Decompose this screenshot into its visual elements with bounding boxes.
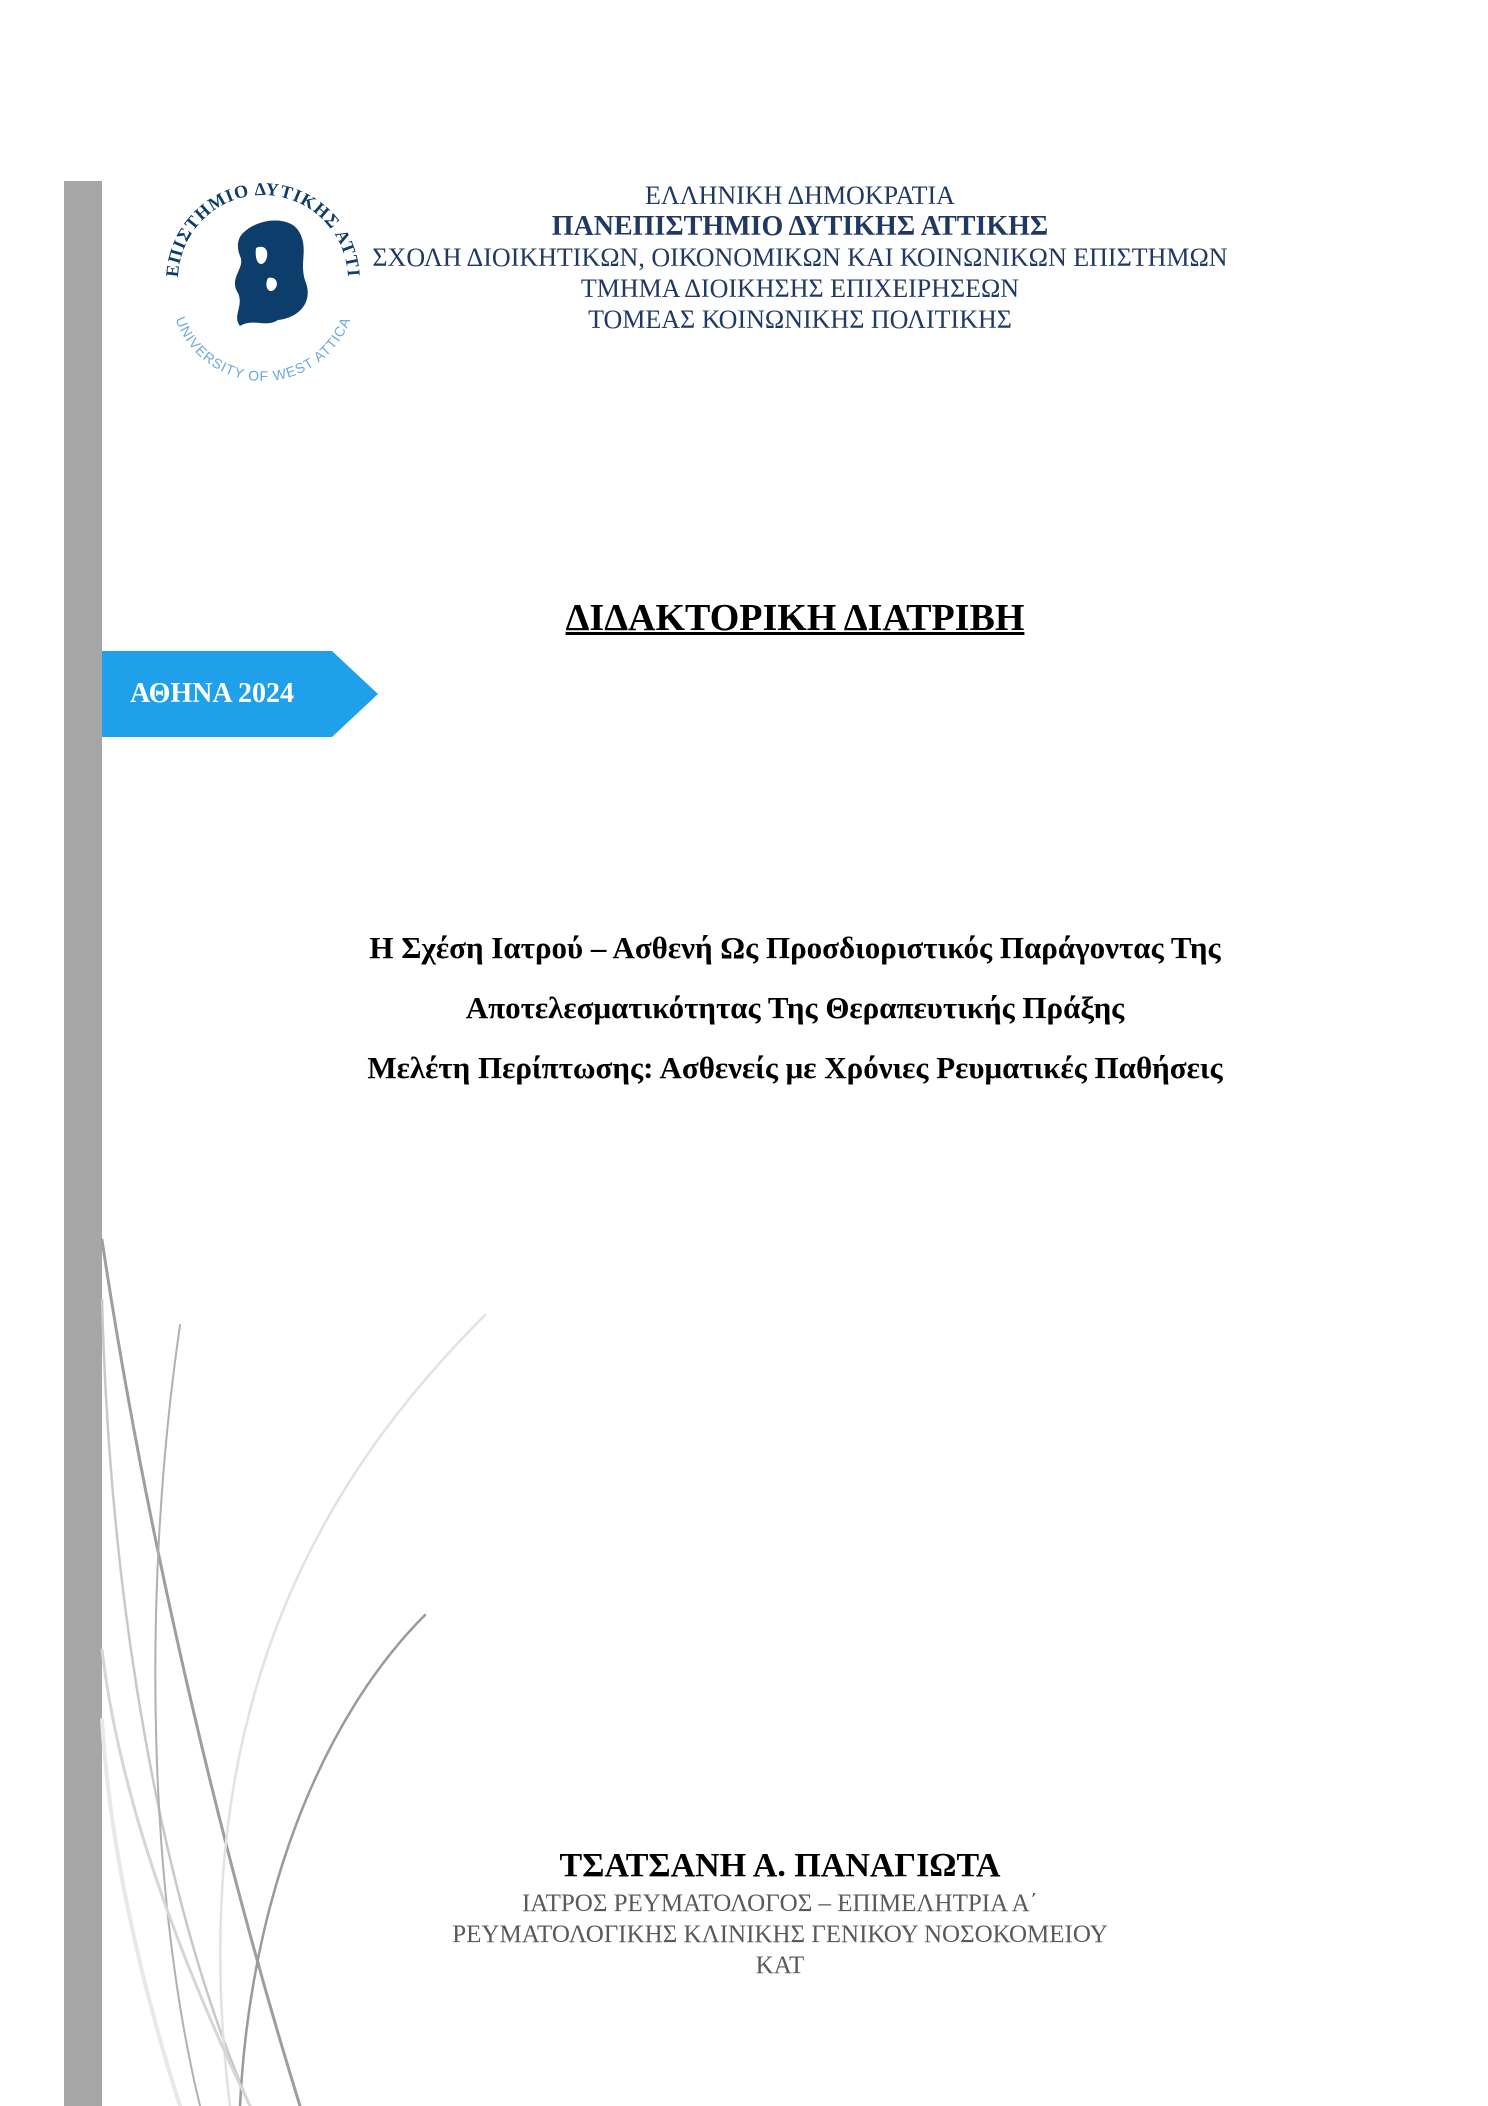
document-type: ΔΙΔΑΚΤΟΡΙΚΗ ΔΙΑΤΡΙΒΗ	[565, 597, 1025, 639]
department-name: ΤΜΗΜΑ ΔΙΟΙΚΗΣΗΣ ΕΠΙΧΕΙΡΗΣΕΩΝ	[580, 274, 1020, 303]
country-name: ΕΛΛΗΝΙΚΗ ΔΗΜΟΚΡΑΤΙΑ	[645, 181, 955, 210]
author-role-line-2: ΡΕΥΜΑΤΟΛΟΓΙΚΗΣ ΚΛΙΝΙΚΗΣ ΓΕΝΙΚΟΥ ΝΟΣΟΚΟΜΕΙΟΥ	[452, 1921, 1108, 1948]
sector-name: ΤΟΜΕΑΣ ΚΟΙΝΩΝΙΚΗΣ ΠΟΛΙΤΙΚΗΣ	[588, 305, 1012, 334]
school-name: ΣΧΟΛΗ ΔΙΟΙΚΗΤΙΚΩΝ, ΟΙΚΟΝΟΜΙΚΩΝ ΚΑΙ ΚΟΙΝΩΝΙΚΩΝ ΕΠΙΣΤΗΜΩΝ	[372, 243, 1228, 272]
author-name: ΤΣΑΤΣΑΝΗ Α. ΠΑΝΑΓΙΩΤΑ	[559, 1847, 1001, 1884]
logo-greek-text: ΕΠΙΣΤΗΜΙΟ ΔΥΤΙΚΗΣ ΑΤΤΙ	[161, 178, 365, 279]
author-role-line-1: ΙΑΤΡΟΣ ΡΕΥΜΑΤΟΛΟΓΟΣ – ΕΠΙΜΕΛΗΤΡΙΑ Α΄	[521, 1890, 1039, 1917]
place-year-label: ΑΘΗΝΑ 2024	[130, 678, 295, 709]
university-name: ΠΑΝΕΠΙΣΤΗΜΙΟ ΔΥΤΙΚΗΣ ΑΤΤΙΚΗΣ	[551, 211, 1049, 242]
title-line-2: Αποτελεσματικότητας Της Θεραπευτικής Πράξης	[465, 990, 1125, 1025]
title-line-3: Μελέτη Περίπτωσης: Ασθενείς με Χρόνιες Ρευματικές Παθήσεις	[367, 1050, 1223, 1085]
institution-header	[300, 180, 1300, 335]
author-role-line-3: ΚΑΤ	[755, 1952, 805, 1979]
author-block	[380, 1844, 1180, 1981]
logo-english-text: UNIVERSITY OF WEST ATTICA	[172, 314, 354, 385]
title-line-1: Η Σχέση Ιατρού – Ασθενή Ως Προσδιοριστικός Παράγοντας Της	[369, 930, 1221, 965]
thesis-title	[250, 918, 1340, 1098]
place-year-tab	[102, 651, 378, 737]
